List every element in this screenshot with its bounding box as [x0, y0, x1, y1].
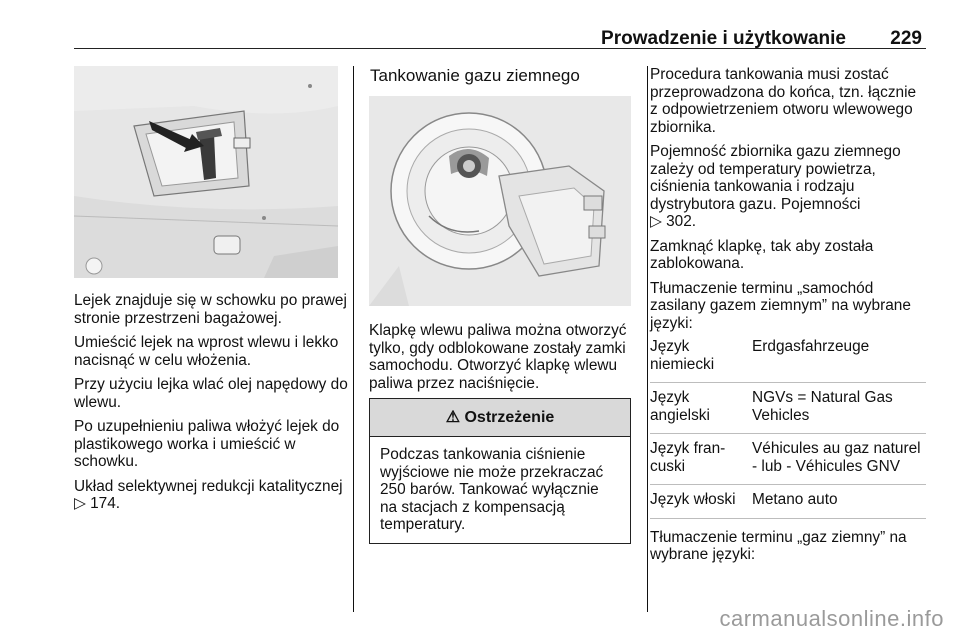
paragraph: Klapkę wlewu paliwa można otworzyć tylko, gdy odblokowane zostały zamki samochodu. Otworzyć klapkę wlewu paliwa przez naciśnięcie.: [369, 322, 627, 392]
warning-title: Ostrzeżenie: [464, 409, 555, 426]
paragraph: Lejek znajduje się w schowku po prawej stronie przestrzeni bagażowej.: [74, 292, 347, 327]
reference-paragraph: [74, 478, 350, 513]
watermark: carmanualsonline.info: [719, 606, 944, 631]
page-header: [74, 22, 926, 49]
language-cell: Język angielski: [650, 383, 752, 434]
paragraph: Tłumaczenie terminu „samochód zasilany gazem ziemnym” na wybrane języki:: [650, 279, 911, 332]
trunk-compartment-illustration: [74, 66, 338, 278]
right-column-text: [650, 66, 928, 571]
reference-text: Układ selektywnej redukcji katalitycznej: [74, 477, 343, 495]
warning-header: [370, 399, 630, 437]
capacity-page-link[interactable]: 302.: [666, 213, 697, 230]
language-cell: Język włoski: [650, 485, 752, 519]
middle-column-text: [369, 322, 637, 399]
paragraph: Po uzupełnieniu paliwa włożyć lejek do plastikowego worka i umieścić w schowku.: [74, 418, 340, 470]
term-cell: NGVs = Natural Gas Vehicles: [752, 383, 926, 434]
page-ref-arrow-icon: ▷: [74, 495, 86, 512]
trunk-compartment-figure: [74, 66, 338, 278]
page-title: Prowadzenie i użytkowanie: [601, 28, 846, 49]
table-row: [650, 332, 926, 383]
paragraph: Przy użyciu lejka wlać olej napędowy do wlewu.: [74, 376, 348, 411]
warning-body: Podczas tankowania ciśnienie wyjściowe nie może przekraczać 250 barów. Tankować wyłącznie na stacjach z kompensacją temperatury.: [380, 446, 604, 533]
fuel-flap-illustration: [369, 96, 631, 306]
column-divider-left: [353, 66, 354, 612]
term-cell: Erdgasfahrzeuge: [752, 332, 926, 383]
paragraph: Umieścić lejek na wprost wlewu i lekko nacisnąć w celu włożenia.: [74, 334, 339, 369]
column-divider-right: [647, 66, 648, 612]
warning-box: [369, 398, 631, 544]
warning-icon: ⚠: [445, 409, 461, 426]
table-row: [650, 434, 926, 485]
translation-table: [650, 332, 926, 519]
paragraph: Zamknąć klapkę, tak aby została zablokowana.: [650, 237, 874, 272]
capacity-text: Pojemność zbiornika gazu ziemnego zależy od temperatury powietrza, ciśnienia tankowania i rodzaju dystrybutora gazu. Pojemności: [650, 143, 901, 213]
paragraph: Procedura tankowania musi zostać przeprowadzona do końca, tzn. łącznie z odpowietrzeniem otworu wlewowego zbiornika.: [650, 66, 917, 136]
reference-page-link[interactable]: 174.: [90, 495, 121, 512]
language-cell: Język niemiecki: [650, 332, 752, 383]
page-number: 229: [890, 28, 922, 49]
paragraph: Tłumaczenie terminu „gaz ziemny” na wybrane języki:: [650, 528, 907, 563]
capacity-paragraph: [650, 143, 928, 231]
fuel-flap-figure: [369, 96, 631, 306]
language-cell: Język fran-cuski: [650, 434, 752, 485]
term-cell: Metano auto: [752, 485, 926, 519]
table-row: [650, 383, 926, 434]
left-column-text: [74, 292, 350, 520]
term-cell: Véhicules au gaz naturel - lub - Véhicules GNV: [752, 434, 926, 485]
table-row: [650, 485, 926, 519]
section-title: Tankowanie gazu ziemnego: [370, 66, 580, 85]
page-ref-arrow-icon: ▷: [650, 213, 662, 230]
